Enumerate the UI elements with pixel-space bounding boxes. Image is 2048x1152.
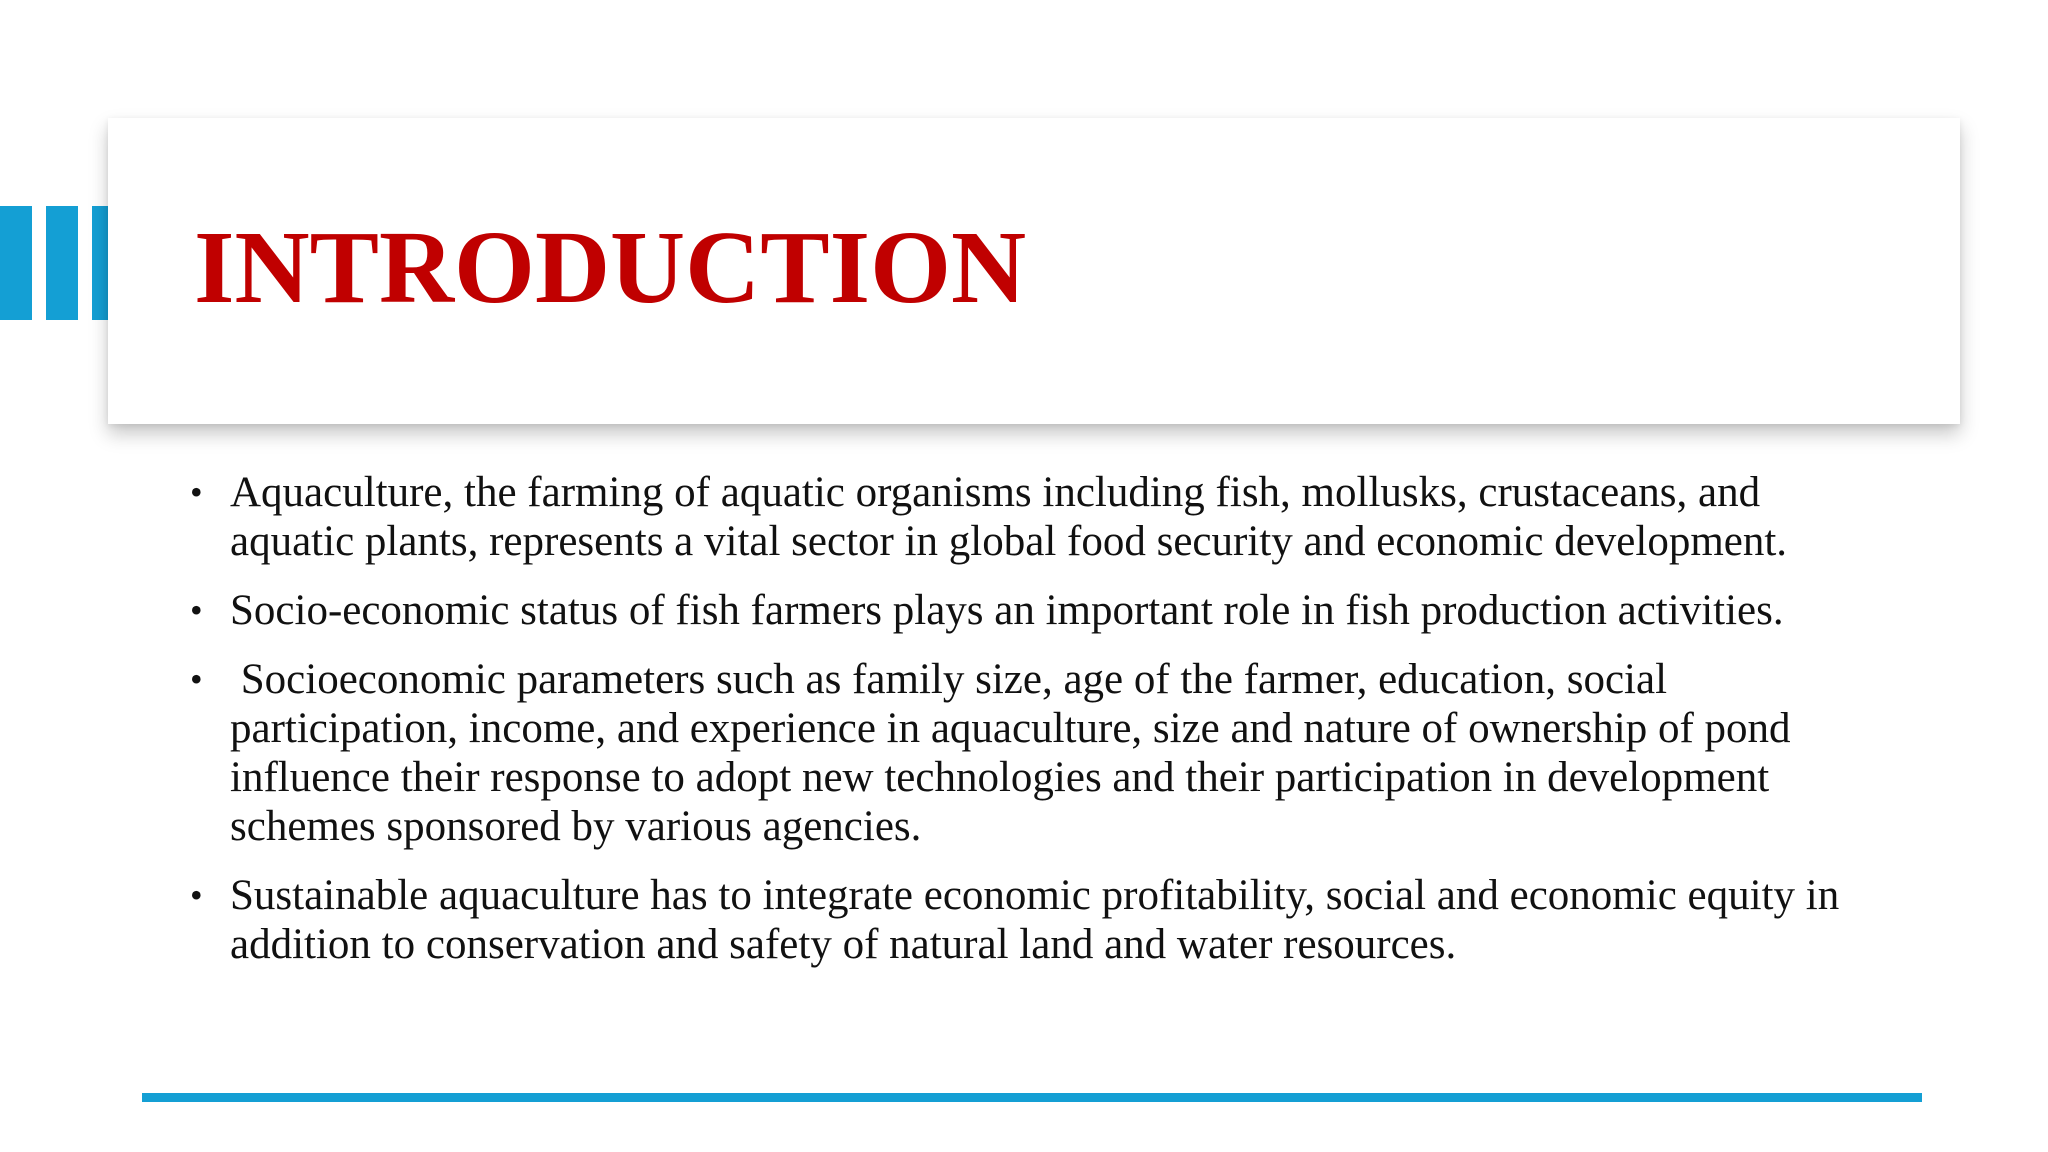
accent-bar — [46, 206, 78, 320]
accent-bars — [0, 206, 110, 320]
bullet-icon: • — [190, 590, 203, 630]
bullet-item — [190, 655, 1890, 851]
bottom-rule — [142, 1093, 1922, 1102]
bullet-list — [190, 468, 1890, 989]
slide-title: INTRODUCTION — [194, 210, 1027, 325]
bullet-text: Sustainable aquaculture has to integrate economic profitability, social and economic equity in addition to conservation and safety of natural land and water resources. — [230, 872, 1840, 968]
accent-bar — [92, 206, 108, 320]
accent-bar — [0, 206, 32, 320]
bullet-text: Aquaculture, the farming of aquatic organisms including fish, mollusks, crustaceans, and aquatic plants, represents a vital sector in global food security and economic development. — [230, 469, 1788, 565]
bullet-item — [190, 468, 1890, 566]
bullet-item — [190, 871, 1890, 969]
bullet-icon: • — [190, 472, 203, 512]
bullet-text: Socioeconomic parameters such as family size, age of the farmer, education, social participation, income, and experience in aquaculture, size and nature of ownership of pond influence their response to adopt new technologies and their participation in development schemes sponsored by various agencies. — [230, 656, 1802, 850]
bullet-text: Socio-economic status of fish farmers plays an important role in fish production activities. — [230, 587, 1784, 634]
bullet-icon: • — [190, 659, 203, 699]
bullet-item — [190, 586, 1890, 635]
bullet-icon: • — [190, 875, 203, 915]
